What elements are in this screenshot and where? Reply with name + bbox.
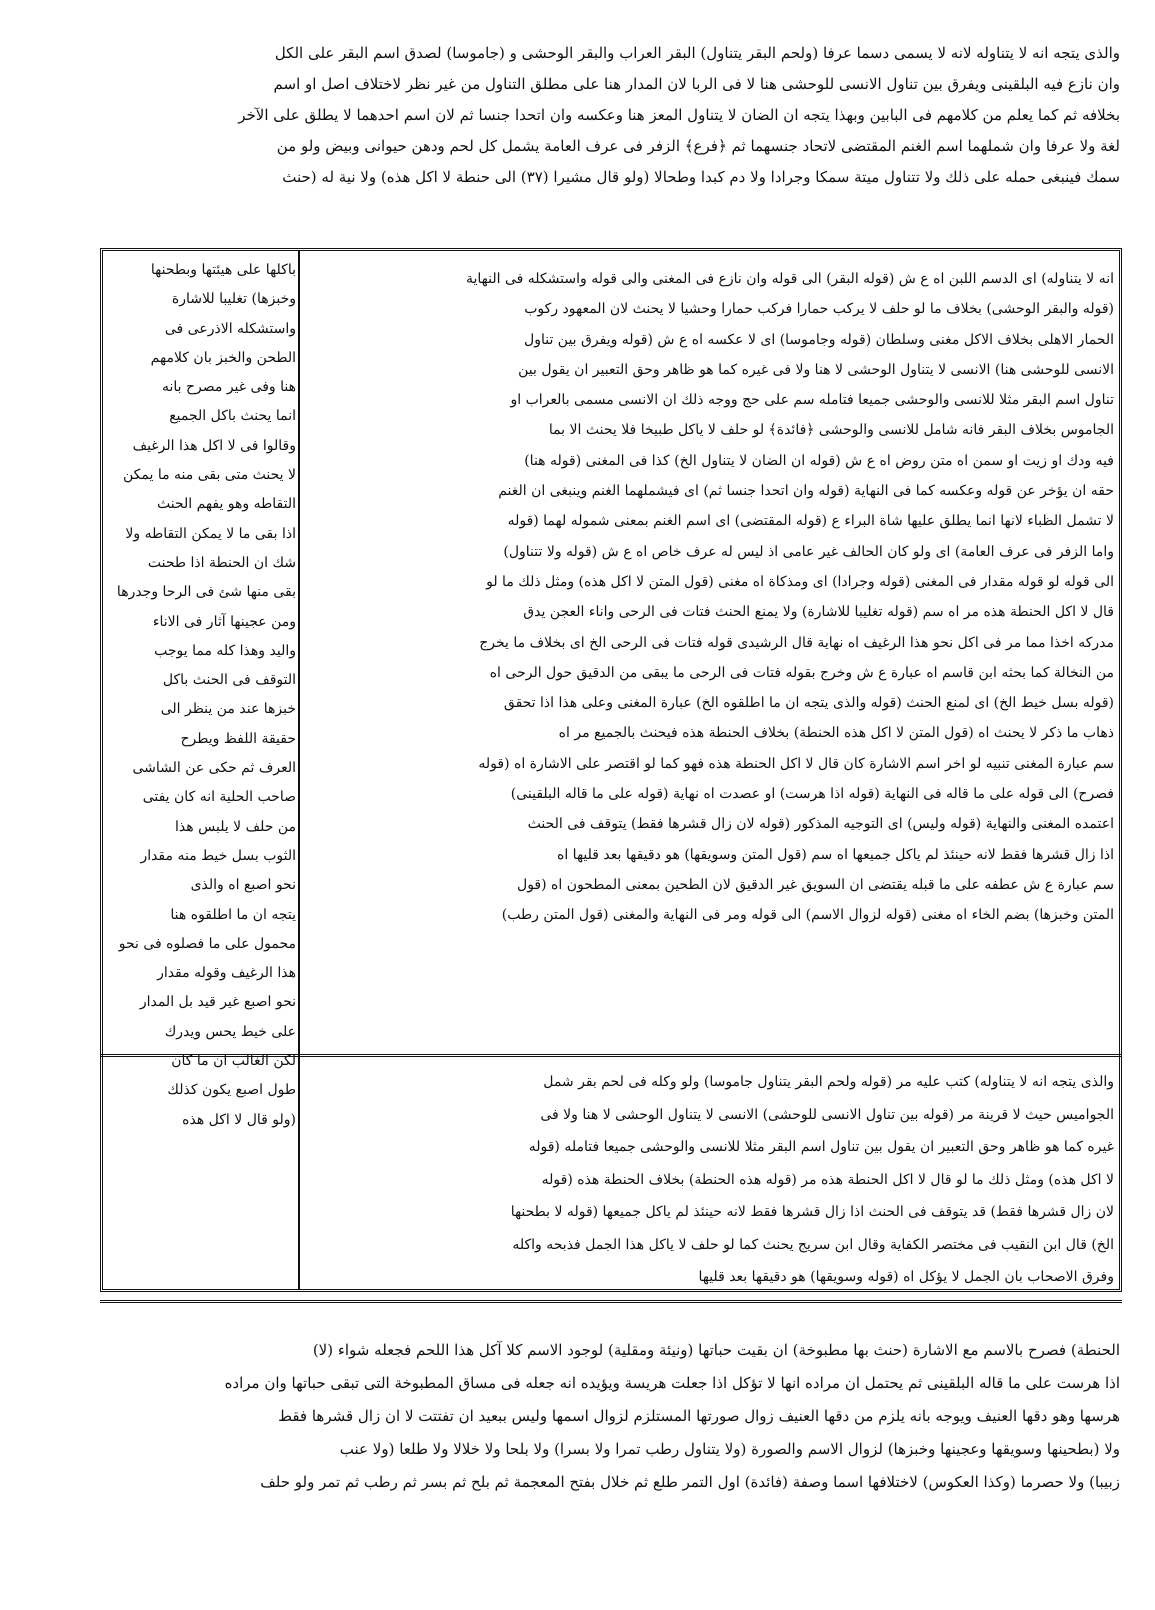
- margin-line: واليد وهذا كله مما يوجب: [154, 642, 296, 659]
- commentary-line: لا تشمل الظباء لانها انما يطلق عليها شاة البراء ع (قوله المقتضى) اى اسم الغنم بمعنى شموله لهما (قوله: [507, 513, 1114, 530]
- commentary-line: مدركه اخذا مما مر فى اكل نحو هذا الرغيف اه نهاية قال الرشيدى قوله فتات فى الرحى الخ اى بخلاف ما يخرج: [479, 634, 1114, 651]
- margin-line: بقى منها شئ فى الرحا وجدرها: [116, 584, 296, 601]
- commentary-line: الخ) قال ابن النقيب فى مختصر الكفاية وقال ابن سريج يحنث كما لو حلف لا ياكل هذا الجمل فذبحه واكله: [512, 1236, 1114, 1253]
- text-line: هرسها وهو دقها العنيف ويوجه بانه يلزم من دقها العنيف زوال صورتها المستلزم لزوال اسمها وليس ببعيد ان تفتتت لا ان زال قشرها فقط: [278, 1407, 1120, 1425]
- text-line: ولا (بطحينها وسويقها وعجينها وخبزها) لزوال الاسم والصورة (ولا يتناول رطب تمرا ولا بسرا) ولا بلحا ولا خلالا ولا طلعا (ولا عنب: [339, 1440, 1120, 1458]
- commentary-line: والذى يتجه انه لا يتناوله) كتب عليه مر (قوله ولحم البقر يتناول جاموسا) ولو وكله فى لحم بقر شمل: [543, 1074, 1114, 1090]
- text-line: الحنطة) فصرح بالاسم مع الاشارة (حنث بها مطبوخة) ان بقيت حباتها (ونيئة ومقلية) لوجود الاسم كلا آكل هذا اللحم فجعله شواء (لا): [312, 1341, 1120, 1359]
- commentary-line: لان زال قشرها فقط) قد يتوقف فى الحنث اذا زال قشرها فقط لانه حينئذ لم ياكل جميعها (قوله لا بطحنها: [510, 1204, 1114, 1220]
- commentary-line: تناول اسم البقر مثلا للانسى والوحشى جميعا فتامله سم على حج ووجه ذلك ان الانسى مسمى بالعراب او: [510, 392, 1114, 409]
- text-line: زبيبا) ولا حصرما (وكذا العكوس) لاختلافها اسما وصفة (فائدة) اول التمر طلع ثم خلال بفتح المعجمة ثم بلح ثم بسر ثم رطب ثم تمر ولو حلف: [260, 1473, 1120, 1491]
- margin-line: محمول على ما فصلوه فى نحو: [118, 935, 296, 952]
- commentary-line: المتن وخبزها) بضم الخاء اه مغنى (قوله لزوال الاسم) الى قوله ومر فى النهاية والمغنى (قول المتن رطب): [501, 907, 1114, 924]
- margin-line: وقالوا فى لا اكل هذا الرغيف: [132, 437, 296, 454]
- main-text-top: [100, 38, 1120, 193]
- commentary-one: [306, 264, 1114, 931]
- commentary-line: اذا زال قشرها فقط لانه حينئذ لم ياكل جميعها اه سم (قول المتن وسويقها) هو دقيقها بعد قليها اه: [557, 846, 1114, 863]
- commentary-line: الجاموس بخلاف البقر فانه شامل للانسى والوحشى ﴿فائدة﴾ لو حلف لا ياكل طبيخا فلا يحنث الا بما: [548, 422, 1114, 439]
- commentary-line: الحمار الاهلى بخلاف الاكل مغنى وسلطان (قوله وجاموسا) اى لا عكسه اه ع ش (قوله ويفرق بين تناول: [524, 331, 1114, 348]
- margin-line: انما يحنث باكل الجميع: [169, 408, 296, 425]
- margin-line: الثوب بسل خيط منه مقدار: [140, 847, 296, 864]
- commentary-line: وفرق الاصحاب بان الجمل لا يؤكل اه (قوله وسويقها) هو دقيقها بعد قليها: [698, 1269, 1114, 1285]
- commentary-line: الجواميس حيث لا قرينة مر (قوله بين تناول الانسى للوحشى) الانسى لا يتناول الوحشى لا هنا ولا فى: [540, 1106, 1114, 1123]
- commentary-line: فيه ودك او زيت او سمن اه متن روض اه ع ش (قوله ان الضان لا يتناول الخ) كذا فى المغنى (قوله هنا): [524, 452, 1114, 469]
- commentary-two: [306, 1066, 1114, 1294]
- margin-line: طول اصبع يكون كذلك: [167, 1082, 296, 1099]
- commentary-line: الانسى للوحشى هنا) الانسى لا يتناول الوحشى لا هنا ولا فى غيره كما هو ظاهر وحق التعبير ان يقول بين: [518, 361, 1114, 378]
- margin-line: حقيقة اللفظ ويطرح: [180, 730, 296, 747]
- margin-line: هذا الرغيف وقوله مقدار: [157, 965, 296, 982]
- margin-line: لكن الغالب ان ما كان: [171, 1053, 296, 1070]
- margin-column-divider: [298, 251, 300, 1289]
- margin-line: التقاطه وهو يفهم الحنث: [156, 496, 296, 513]
- commentary-line: قال لا اكل الحنطة هذه مر اه سم (قوله تغليبا للاشارة) ولا يمنع الحنث فتات فى الرحى واناء العجن يدق: [523, 604, 1114, 621]
- commentary-line: ذهاب ما ذكر لا يحنث اه (قول المتن لا اكل هذه الحنطة) بخلاف الحنطة هذه فيحنث بالجميع مر اه: [558, 725, 1114, 742]
- text-line: سمك فينبغى حمله على ذلك ولا تتناول ميتة سمكا وجرادا ولا دم كبدا وطحالا (ولو قال مشيرا (٣٧) الى حنطة لا اكل هذه) ولا نية له (حنث: [282, 168, 1120, 186]
- commentary-line: (قوله والبقر الوحشى) بخلاف ما لو حلف لا يركب حمارا فركب حمارا وحشيا لا يحنث لان المعهود ركوب: [524, 301, 1114, 318]
- margin-line: نحو اصبع غير قيد بل المدار: [139, 994, 296, 1011]
- margin-line: خبزها عند من ينظر الى: [160, 701, 296, 718]
- margin-text-column: [106, 256, 296, 1135]
- text-line: بخلافه ثم كما يعلم من كلامهم فى البابين وبهذا يتجه ان الضان لا يتناول المعز هنا وعكسه وان اتحدا جنسا ثم لان اسم احدهما لا يطلق على الآخر: [238, 106, 1120, 124]
- margin-line: هنا وفى غير مصرح بانه: [161, 379, 296, 396]
- margin-line: واستشكله الاذرعى فى: [164, 320, 296, 337]
- margin-line: لا يحنث متى بقى منه ما يمكن: [122, 467, 296, 484]
- margin-line: التوقف فى الحنث باكل: [162, 672, 296, 689]
- main-text-bottom: [100, 1334, 1120, 1499]
- commentary-line: سم عبارة ع ش عطفه على ما قبله يقتضى ان السويق غير الدقيق لان الطحين بمعنى المطحون اه (قول: [517, 876, 1114, 893]
- text-line: اذا هرست على ما قاله البلقينى ثم يحتمل ان مراده انها لا تؤكل اذا جعلت هريسة ويؤيده انه جعله فى مساق المطبوخة التى تبقى حباتها وان مراده: [224, 1374, 1120, 1392]
- margin-line: اذا بقى ما لا يمكن التقاطه ولا: [125, 525, 296, 542]
- text-line: وان نازع فيه البلقينى ويفرق بين تناول الانسى للوحشى هنا لا فى الربا لان المدار هنا على مطلق التناول من غير نظر لاختلاف اصل او اسم: [273, 75, 1120, 93]
- commentary-line: (قوله بسل خيط الخ) اى لمنع الحنث (قوله والذى يتجه ان ما اطلقوه الخ) عبارة المغنى وعلى هذا اذا تحقق: [503, 695, 1114, 712]
- commentary-line: حقه ان يؤخر عن قوله وعكسه كما فى النهاية (قوله وان اتحدا جنسا ثم) اى فيشملهما الغنم وينبغى ان الغنم: [498, 483, 1114, 500]
- margin-line: يتجه ان ما اطلقوه هنا: [170, 906, 296, 923]
- commentary-line: غيره كما هو ظاهر وحق التعبير ان يقول بين تناول اسم البقر مثلا للانسى والوحشى جميعا فتامله (قوله: [528, 1139, 1114, 1155]
- margin-line: الطحن والخبز بان كلامهم: [150, 349, 296, 366]
- commentary-line: واما الزفر فى عرف العامة) اى ولو كان الحالف غير عامى اذ ليس له عرف خاص اه ع ش (قوله ولا تتناول): [503, 543, 1114, 560]
- commentary-line: لا اكل هذه) ومثل ذلك ما لو قال لا اكل الحنطة هذه مر (قوله هذه الحنطة) بخلاف الحنطة هذه (قوله: [541, 1171, 1114, 1188]
- commentary-line: فصرح) الى قوله على ما قاله فى النهاية (قوله اذا هرست) او عصدت اه نهاية (قوله على ما قاله البلقينى): [510, 786, 1114, 803]
- margin-line: على خيط يحس ويدرك: [164, 1023, 296, 1040]
- margin-line: نحو اصبع اه والذى: [190, 877, 296, 894]
- margin-line: شك ان الحنطة اذا طحنت: [147, 554, 296, 571]
- margin-line: وخبزها) تغليبا للاشارة: [171, 291, 296, 308]
- commentary-line: سم عبارة المغنى تنبيه لو اخر اسم الاشارة كان قال لا اكل الحنطة هذه فهو كما لو اقتصر على الاشارة اه (قوله: [478, 755, 1114, 772]
- margin-line: ومن عجينها آثار فى الاناء: [152, 613, 296, 630]
- commentary-line: الى قوله لو قوله مقدار فى المغنى (قوله وجرادا) اى ومذكاة اه مغنى (قول المتن لا اكل هذه) ومثل ذلك ما لو: [486, 573, 1114, 590]
- text-line: لغة ولا عرفا وان شملهما اسم الغنم المقتضى لاتحاد جنسهما ثم ﴿فرع﴾ الزفر فى عرف العامة يشمل كل لحم ودهن حيوانى وبيض ولو من: [276, 137, 1120, 155]
- margin-line: (ولو قال لا اكل هذه: [182, 1111, 296, 1128]
- commentary-line: من النخالة كما بحثه ابن قاسم اه عبارة ع ش وخرج بقوله فتات فى الرحى ما يبقى من الدقيق حول الرحى اه: [489, 664, 1114, 681]
- margin-line: باكلها على هيئتها وبطحنها: [150, 262, 296, 278]
- commentary-line: اعتمده المغنى والنهاية (قوله وليس) اى التوجيه المذكور (قوله لان زال قشرها فقط) يتوقف فى الحنث: [527, 816, 1114, 833]
- commentary-line: انه لا يتناوله) اى الدسم اللبن اه ع ش (قوله البقر) الى قوله وان نازع فى المغنى والى قوله واستشكله فى النهاية: [466, 271, 1114, 287]
- margin-line: صاحب الحلية انه كان يفتى: [142, 789, 296, 806]
- margin-line: العرف ثم حكى عن الشاشى: [132, 760, 296, 777]
- margin-line: من حلف لا يلبس هذا: [175, 818, 296, 835]
- text-line: والذى يتجه انه لا يتناوله لانه لا يسمى دسما عرفا (ولحم البقر يتناول) البقر العراب والبقر الوحشى و (جاموسا) لصدق اسم البقر على الكل: [274, 44, 1120, 62]
- bottom-divider: [100, 1300, 1122, 1303]
